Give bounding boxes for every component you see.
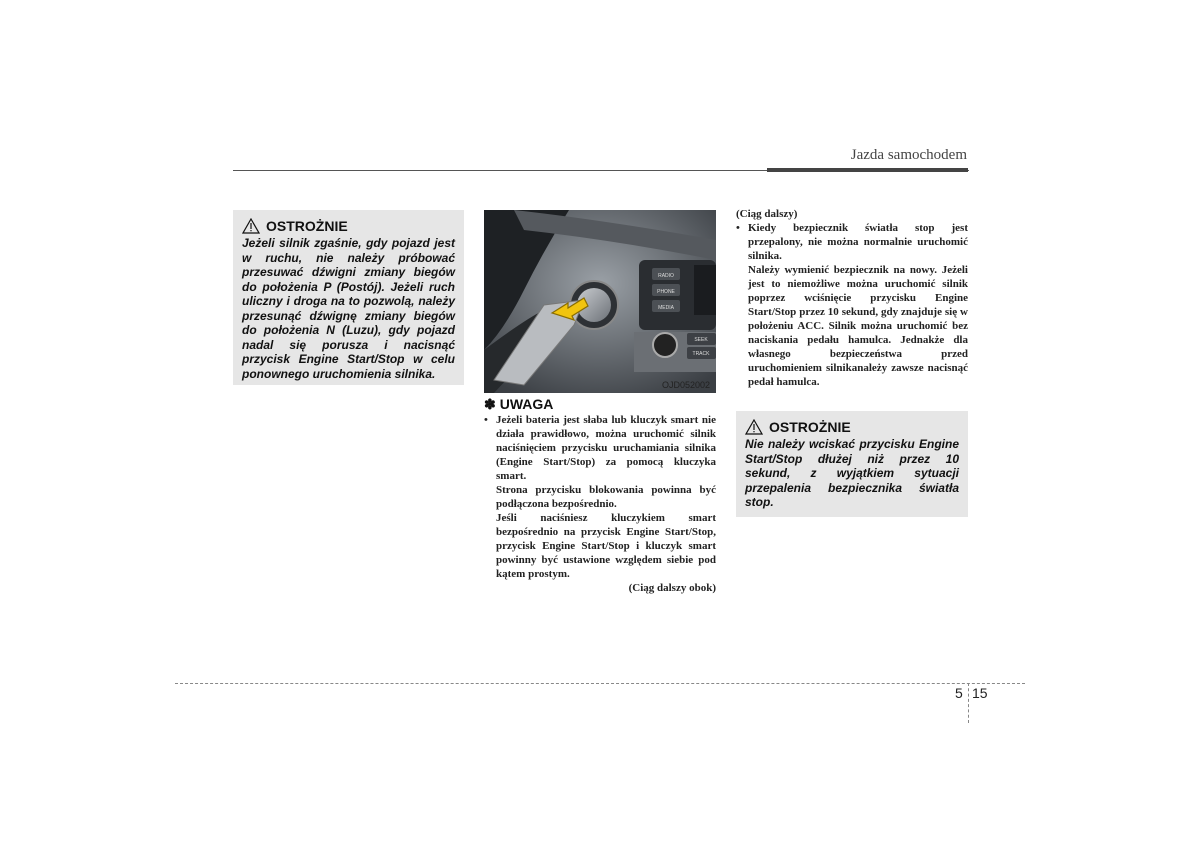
body-paragraph: Należy wymienić bezpiecznik na nowy. Jeżeli jest to niemożliwe można uruchomić silnik poprzez wciśnięcie przycisku Engine Start/Stop przez 10 sekund, gdy znajduje się w położeniu ACC. Silnik można uruchomić bez naciskania pedału hamulca. Jednakże dla własnego bezpieczeństwa przed uruchomieniem silnikanależy zawsze nacisnąć pedał hamulca. [748,264,968,388]
bullet-icon: • [736,222,740,234]
phone-button-label: PHONE [657,289,675,295]
note-bullet [484,413,716,483]
note-heading [484,397,716,411]
note-paragraph: Jeśli naciśniesz kluczykiem smart bezpośrednio na przycisk Engine Start/Stop, przycisk Engine Start/Stop i kluczyk smart powinny być ustawione względem siebie pod kątem prostym. [496,512,716,580]
figure-code: OJD052002 [661,380,710,390]
caution-title: OSTROŻNIE [769,419,851,435]
caution-text: Jeżeli silnik zgaśnie, gdy pojazd jest w ruchu, nie należy próbować przesuwać dźwigni zmiany biegów do położenia P (Postój). Jeżeli ruch uliczny i droga na to pozwolą, należy przesunąć dźwignę zmiany biegów do położenia N (Luzu), gdy pojazd nadal się porusza i nacisnąć przycisk Engine Start/Stop w celu ponownego uruchomienia silnika. [242,236,455,381]
warning-triangle-icon [745,419,763,435]
warning-triangle-icon [242,218,260,234]
track-button-label: TRACK [692,351,710,357]
note-title: UWAGA [499,396,554,412]
text-bullet [736,221,968,263]
footer-rule [175,683,1025,684]
header-rule-accent [767,168,968,172]
asterisk-icon: ✽ [484,396,496,412]
caution-title: OSTROŻNIE [266,218,348,234]
seek-button-label: SEEK [694,337,708,343]
caution-text: Nie należy wciskać przycisku Engine Start/Stop dłużej niż przez 10 sekund, z wyjątkiem sytuacji przepalenia bezpiecznika światła stop. [745,437,959,509]
running-header: Jazda samochodem [850,147,967,163]
continued-label: (Ciąg dalszy) [736,208,798,220]
note-bullet-text: Jeżeli bateria jest słaba lub kluczyk smart nie działa prawidłowo, można uruchomić silnik naciśnięciem przycisku uruchamiania silnika (Engine Start/Stop) za pomocą kluczyka smart. [496,414,716,482]
chapter-number: 5 [955,685,963,701]
dashboard-illustration [484,210,716,393]
caution-box-button-hold [736,411,968,517]
note-section [484,397,716,595]
caution-heading [745,419,959,435]
radio-button-label: RADIO [658,273,674,279]
continued-label: (Ciąg dalszy obok) [628,582,716,594]
page-number: 15 [972,685,988,701]
continued-text-column [736,207,968,389]
footer-divider [968,683,969,723]
media-button-label: MEDIA [658,305,674,311]
caution-box-engine-stall [233,210,464,385]
caution-heading [242,218,455,234]
note-paragraph: Strona przycisku blokowania powinna być podłączona bezpośrednio. [496,484,716,510]
bullet-text: Kiedy bezpiecznik światła stop jest przepalony, nie można normalnie uruchomić silnika. [748,222,968,262]
bullet-icon: • [484,414,488,426]
engine-start-button-photo [484,210,716,393]
